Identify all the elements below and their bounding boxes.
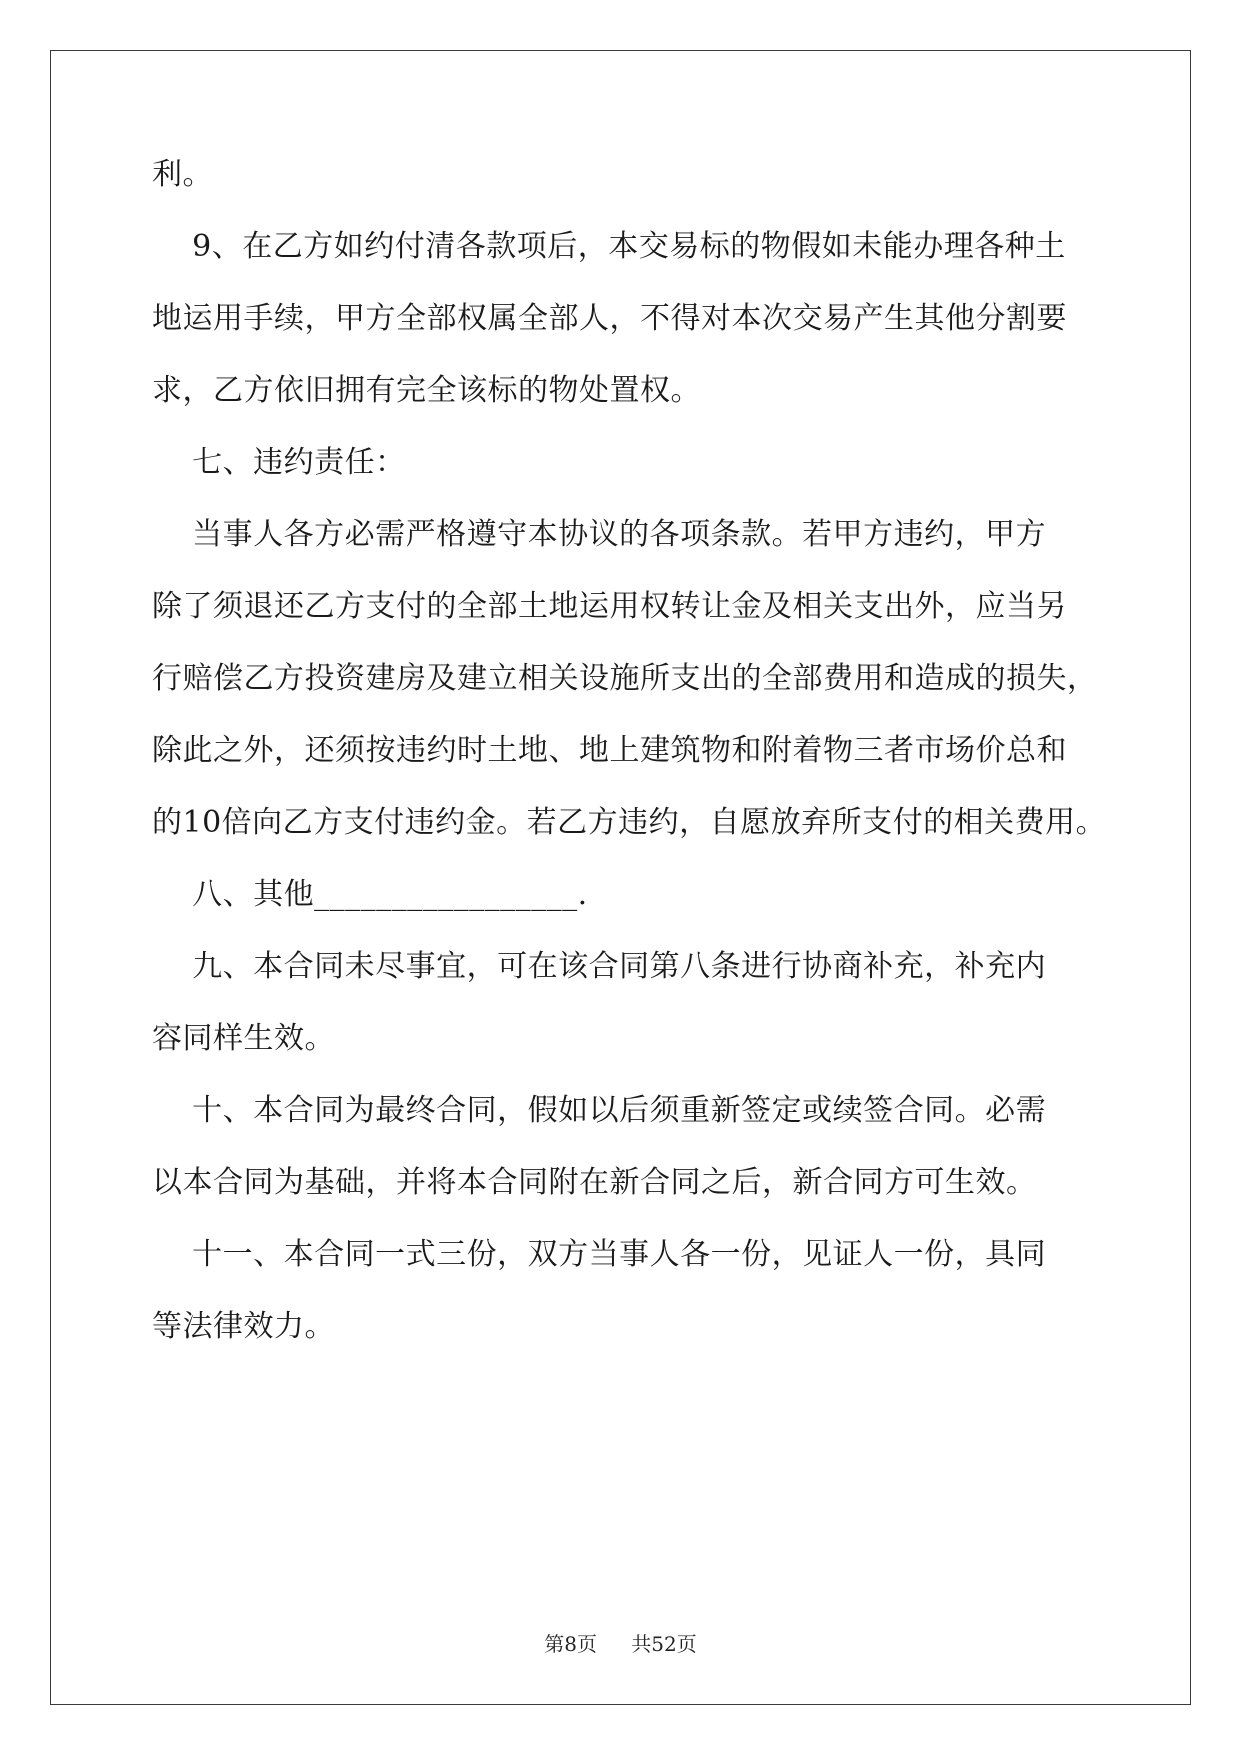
text-line: 等法律效力。 <box>152 1309 335 1344</box>
text-line: 十、本合同为最终合同，假如以后须重新签定或续签合同。必需 <box>152 1093 1047 1128</box>
text-line: 地运用手续，甲方全部权属全部人，不得对本次交易产生其他分割要 <box>152 301 1067 336</box>
text-line: 容同样生效。 <box>152 1021 335 1056</box>
text-line: 七、违约责任： <box>152 445 406 480</box>
text-line: 九、本合同未尽事宜，可在该合同第八条进行协商补充，补充内 <box>152 949 1047 984</box>
text-line: 八、其他_________________. <box>152 877 588 912</box>
text-line: 除了须退还乙方支付的全部土地运用权转让金及相关支出外，应当另 <box>152 589 1067 624</box>
text-line: 利。 <box>152 157 213 192</box>
text-line: 行赔偿乙方投资建房及建立相关设施所支出的全部费用和造成的损失， <box>152 661 1098 696</box>
page-total: 共52页 <box>631 1632 697 1656</box>
text-line: 9、在乙方如约付清各款项后，本交易标的物假如未能办理各种土 <box>152 229 1066 264</box>
text-line: 求，乙方依旧拥有完全该标的物处置权。 <box>152 373 701 408</box>
text-line: 以本合同为基础，并将本合同附在新合同之后，新合同方可生效。 <box>152 1165 1037 1200</box>
page-footer <box>0 1628 1241 1657</box>
page-number: 第8页 <box>544 1632 597 1656</box>
text-line: 的10倍向乙方支付违约金。若乙方违约，自愿放弃所支付的相关费用。 <box>152 805 1107 840</box>
text-line: 当事人各方必需严格遵守本协议的各项条款。若甲方违约，甲方 <box>152 517 1047 552</box>
text-line: 除此之外，还须按违约时土地、地上建筑物和附着物三者市场价总和 <box>152 733 1067 768</box>
text-line: 十一、本合同一式三份，双方当事人各一份，见证人一份，具同 <box>152 1237 1047 1272</box>
